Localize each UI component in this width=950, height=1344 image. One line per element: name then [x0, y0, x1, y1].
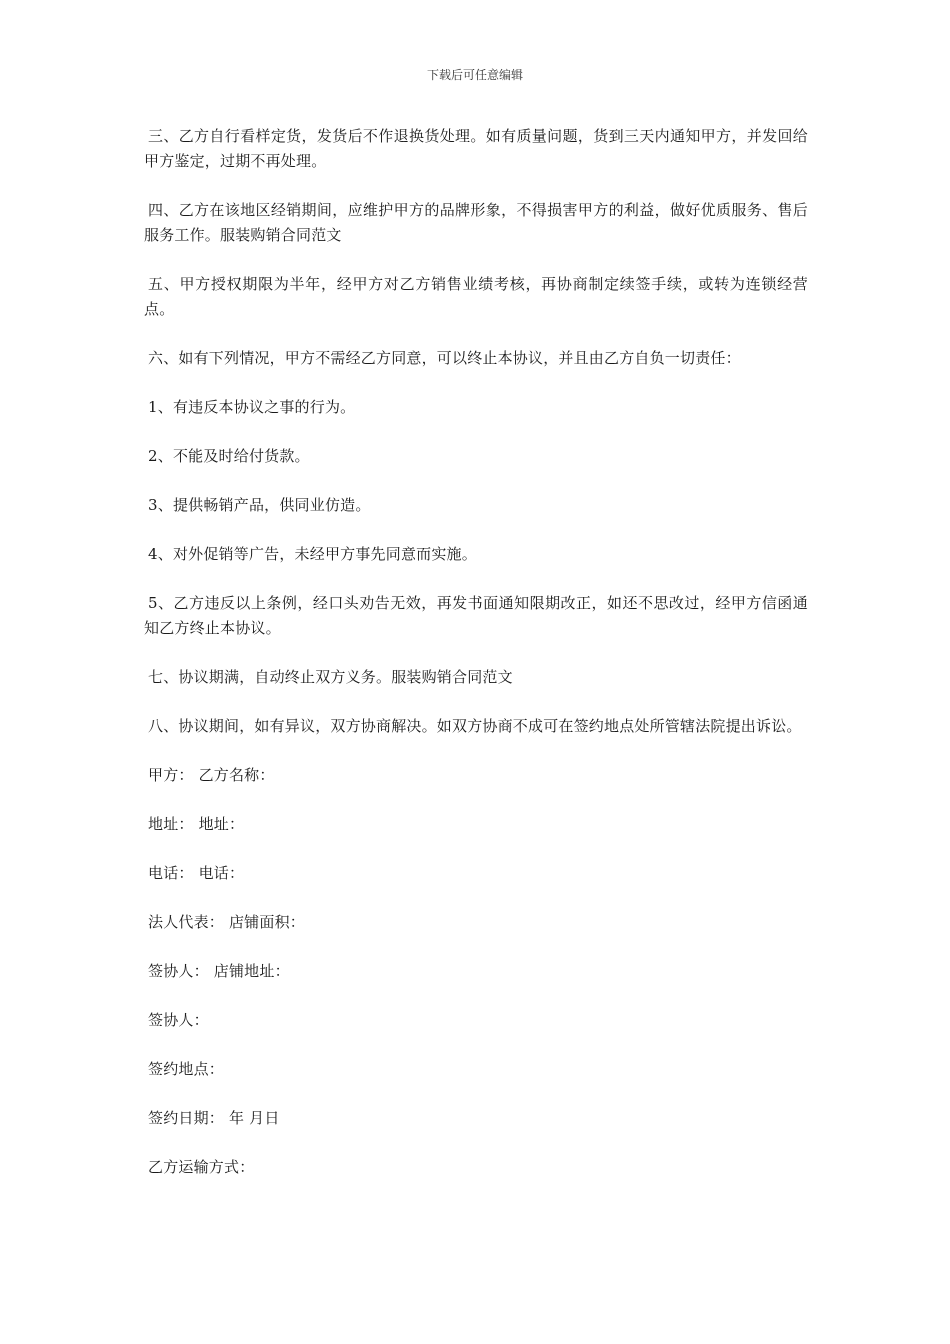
signatory-line-1: 签协人： 店铺地址： [148, 962, 290, 980]
transport-method-line: 乙方运输方式： [148, 1158, 255, 1176]
party-names-line: 甲方： 乙方名称： [148, 766, 275, 784]
phone-line: 电话： 电话： [148, 864, 245, 882]
clause-6-item-1: 1、有违反本协议之事的行为。 [148, 398, 356, 416]
clause-6: 六、如有下列情况，甲方不需经乙方同意，可以终止本协议，并且由乙方自负一切责任： [148, 349, 741, 367]
page-header: 下载后可任意编辑 [426, 68, 523, 82]
address-line: 地址： 地址： [148, 815, 245, 833]
clause-6-item-4: 4、对外促销等广告，未经甲方事先同意而实施。 [148, 545, 477, 563]
clause-3: 三、乙方自行看样定货，发货后不作退换货处理。如有质量问题，货到三天内通知甲方，并发回给甲方鉴定，过期不再处理。 [144, 127, 808, 170]
clause-6-item-5: 5、乙方违反以上条例，经口头劝告无效，再发书面通知限期改正，如还不思改过，经甲方信函通知乙方终止本协议。 [144, 594, 808, 637]
signing-date-line: 签约日期： 年 月日 [148, 1109, 280, 1127]
clause-4: 四、乙方在该地区经销期间，应维护甲方的品牌形象，不得损害甲方的利益，做好优质服务、售后服务工作。服装购销合同范文 [144, 201, 808, 244]
legal-rep-line: 法人代表： 店铺面积： [148, 913, 305, 931]
signing-place-line: 签约地点： [148, 1060, 225, 1078]
signatory-line-2: 签协人： [148, 1011, 209, 1029]
clause-6-item-2: 2、不能及时给付货款。 [148, 447, 310, 465]
clause-5: 五、甲方授权期限为半年，经甲方对乙方销售业绩考核，再协商制定续签手续，或转为连锁经营点。 [144, 275, 808, 318]
clause-7: 七、协议期满，自动终止双方义务。服装购销合同范文 [148, 668, 513, 686]
clause-6-item-3: 3、提供畅销产品，供同业仿造。 [148, 496, 371, 514]
clause-8: 八、协议期间，如有异议，双方协商解决。如双方协商不成可在签约地点处所管辖法院提出诉讼。 [148, 717, 802, 735]
document-body [144, 124, 808, 1204]
